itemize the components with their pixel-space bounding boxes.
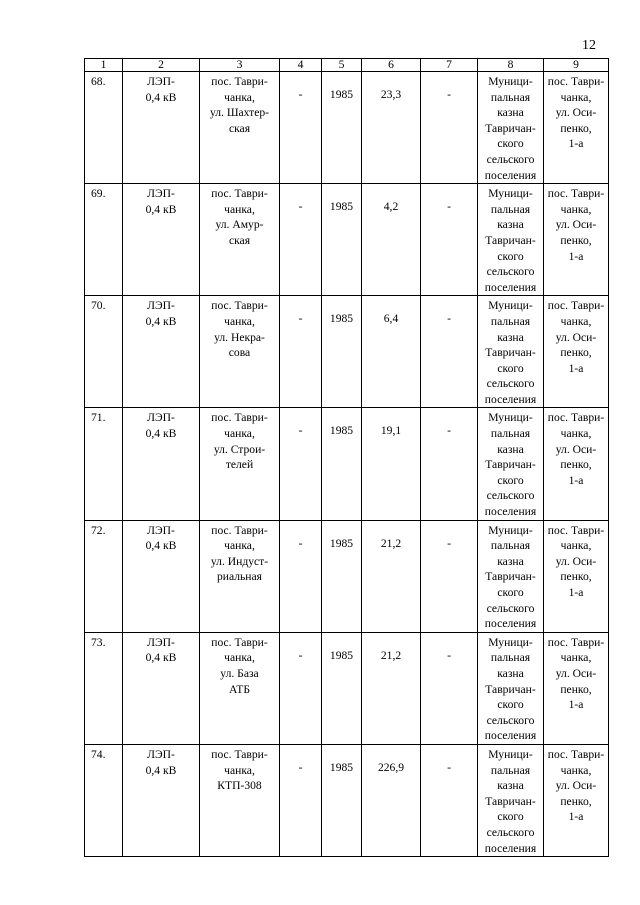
column-header: 5: [322, 59, 362, 72]
object-name-cell: [123, 744, 200, 856]
column-4-cell: [280, 744, 322, 856]
registry-table: [84, 58, 609, 857]
column-4-cell: [280, 408, 322, 520]
row-number-cell: [85, 296, 123, 408]
column-4-cell-text: -: [298, 648, 303, 662]
object-name-cell-text: ЛЭП- 0,4 кВ: [145, 75, 177, 104]
column-7-cell: [421, 72, 478, 184]
object-name-cell: [123, 72, 200, 184]
owner-cell: [478, 184, 544, 296]
owner-cell: [478, 520, 544, 632]
row-number-cell-text: 69.: [91, 187, 106, 201]
length-cell: [362, 632, 421, 744]
address-cell-text: пос. Таври- чанка, ул. Оси- пенко, 1-а: [547, 187, 605, 263]
year-cell-text: 1985: [329, 312, 354, 326]
length-cell: [362, 408, 421, 520]
column-4-cell-text: -: [298, 200, 303, 214]
year-cell-text: 1985: [329, 88, 354, 101]
length-cell-text: 6,4: [383, 312, 399, 326]
row-number-cell-text: 68.: [91, 75, 106, 88]
location-cell-text: пос. Таври- чанка, ул. Амур- ская: [211, 187, 268, 247]
location-cell-text: пос. Таври- чанка, ул. Индуст- риальная: [210, 523, 269, 584]
address-cell: [544, 72, 609, 184]
column-7-cell: [421, 184, 478, 296]
length-cell-text: 19,1: [380, 424, 402, 438]
column-4-cell-text: -: [298, 312, 303, 326]
owner-cell-text: Муници- пальная казна Тавричан- ского сельского поселения: [484, 635, 537, 743]
location-cell-text: пос. Таври- чанка, ул. Строи- телей: [211, 411, 268, 472]
owner-cell-text: Муници- пальная казна Тавричан- ского сельского поселения: [484, 299, 537, 406]
owner-cell-text: Муници- пальная казна Тавричан- ского сельского поселения: [484, 747, 537, 855]
address-cell: [544, 296, 609, 408]
address-cell-text: пос. Таври- чанка, ул. Оси- пенко, 1-а: [547, 411, 605, 487]
row-number-cell-text: 70.: [91, 299, 106, 313]
table-row: [85, 72, 609, 184]
column-7-cell-text: -: [447, 424, 451, 438]
object-name-cell-text: ЛЭП- 0,4 кВ: [145, 187, 177, 216]
object-name-cell: [123, 520, 200, 632]
address-cell-text: пос. Таври- чанка, ул. Оси- пенко, 1-а: [547, 747, 605, 824]
year-cell: [322, 520, 362, 632]
column-header: 4: [280, 59, 322, 72]
location-cell: [200, 408, 280, 520]
location-cell: [200, 72, 280, 184]
address-cell-text: пос. Таври- чанка, ул. Оси- пенко, 1-а: [547, 299, 605, 375]
column-header: 7: [421, 59, 478, 72]
object-name-cell-text: ЛЭП- 0,4 кВ: [145, 411, 177, 441]
column-7-cell: [421, 632, 478, 744]
object-name-cell-text: ЛЭП- 0,4 кВ: [145, 523, 177, 553]
column-7-cell: [421, 408, 478, 520]
row-number-cell: [85, 184, 123, 296]
row-number-cell: [85, 632, 123, 744]
year-cell-text: 1985: [329, 760, 354, 774]
address-cell: [544, 744, 609, 856]
location-cell: [200, 744, 280, 856]
length-cell: [362, 744, 421, 856]
row-number-cell: [85, 520, 123, 632]
owner-cell: [478, 296, 544, 408]
year-cell: [322, 408, 362, 520]
owner-cell-text: Муници- пальная казна Тавричан- ского сельского поселения: [484, 523, 537, 631]
column-4-cell-text: -: [298, 424, 303, 438]
location-cell-text: пос. Таври- чанка, КТП-308: [211, 747, 268, 793]
year-cell-text: 1985: [329, 536, 354, 550]
column-4-cell-text: -: [298, 760, 303, 774]
column-4-cell-text: -: [298, 88, 303, 101]
column-4-cell: [280, 296, 322, 408]
address-cell: [544, 408, 609, 520]
column-4-cell: [280, 632, 322, 744]
location-cell-text: пос. Таври- чанка, ул. Некра- сова: [211, 299, 268, 360]
address-cell-text: пос. Таври- чанка, ул. Оси- пенко, 1-а: [547, 635, 605, 712]
row-number-cell: [85, 408, 123, 520]
year-cell: [322, 184, 362, 296]
row-number-cell: [85, 72, 123, 184]
year-cell: [322, 632, 362, 744]
row-number-cell-text: 71.: [91, 411, 106, 425]
header-row: [85, 59, 609, 72]
year-cell: [322, 296, 362, 408]
location-cell: [200, 520, 280, 632]
table-row: [85, 744, 609, 856]
object-name-cell: [123, 184, 200, 296]
owner-cell: [478, 72, 544, 184]
year-cell: [322, 72, 362, 184]
row-number-cell-text: 73.: [91, 635, 106, 649]
column-7-cell: [421, 744, 478, 856]
column-7-cell-text: -: [447, 200, 451, 214]
owner-cell-text: Муници- пальная казна Тавричан- ского сельского поселения: [484, 187, 537, 294]
column-header: 8: [478, 59, 544, 72]
object-name-cell-text: ЛЭП- 0,4 кВ: [145, 299, 177, 328]
owner-cell: [478, 408, 544, 520]
owner-cell-text: Муници- пальная казна Тавричан- ского сельского поселения: [484, 411, 537, 519]
column-7-cell-text: -: [447, 648, 451, 662]
row-number-cell-text: 74.: [91, 747, 106, 761]
column-header: 9: [544, 59, 609, 72]
table-row: [85, 408, 609, 520]
length-cell: [362, 184, 421, 296]
length-cell-text: 23,3: [380, 88, 402, 101]
owner-cell-text: Муници- пальная казна Тавричан- ского сельского поселения: [484, 75, 537, 182]
column-4-cell: [280, 72, 322, 184]
object-name-cell: [123, 296, 200, 408]
column-7-cell: [421, 296, 478, 408]
column-7-cell-text: -: [447, 312, 451, 326]
year-cell-text: 1985: [329, 200, 354, 214]
location-cell: [200, 296, 280, 408]
owner-cell: [478, 744, 544, 856]
length-cell-text: 21,2: [380, 536, 402, 550]
year-cell: [322, 744, 362, 856]
table-row: [85, 632, 609, 744]
address-cell: [544, 184, 609, 296]
row-number-cell: [85, 744, 123, 856]
object-name-cell-text: ЛЭП- 0,4 кВ: [145, 635, 177, 665]
address-cell-text: пос. Таври- чанка, ул. Оси- пенко, 1-а: [547, 523, 605, 599]
length-cell: [362, 296, 421, 408]
row-number-cell-text: 72.: [91, 523, 106, 537]
column-7-cell-text: -: [447, 536, 451, 550]
year-cell-text: 1985: [329, 648, 354, 662]
column-header: 2: [123, 59, 200, 72]
object-name-cell-text: ЛЭП- 0,4 кВ: [145, 747, 177, 777]
length-cell: [362, 520, 421, 632]
table-row: [85, 296, 609, 408]
column-4-cell-text: -: [298, 536, 303, 550]
column-7-cell-text: -: [447, 88, 451, 101]
address-cell-text: пос. Таври- чанка, ул. Оси- пенко, 1-а: [547, 75, 605, 151]
length-cell-text: 226,9: [377, 760, 405, 774]
length-cell: [362, 72, 421, 184]
address-cell: [544, 520, 609, 632]
page-number: 12: [582, 38, 596, 53]
table-row: [85, 184, 609, 296]
owner-cell: [478, 632, 544, 744]
column-7-cell: [421, 520, 478, 632]
length-cell-text: 4,2: [383, 200, 399, 214]
column-4-cell: [280, 520, 322, 632]
object-name-cell: [123, 632, 200, 744]
column-header: 1: [85, 59, 123, 72]
column-header: 6: [362, 59, 421, 72]
object-name-cell: [123, 408, 200, 520]
column-4-cell: [280, 184, 322, 296]
address-cell: [544, 632, 609, 744]
table-row: [85, 520, 609, 632]
length-cell-text: 21,2: [380, 648, 402, 662]
year-cell-text: 1985: [329, 424, 354, 438]
location-cell: [200, 632, 280, 744]
column-header: 3: [200, 59, 280, 72]
column-7-cell-text: -: [447, 760, 451, 774]
location-cell: [200, 184, 280, 296]
location-cell-text: пос. Таври- чанка, ул. База АТБ: [211, 635, 268, 696]
location-cell-text: пос. Таври- чанка, ул. Шахтер- ская: [209, 75, 270, 135]
